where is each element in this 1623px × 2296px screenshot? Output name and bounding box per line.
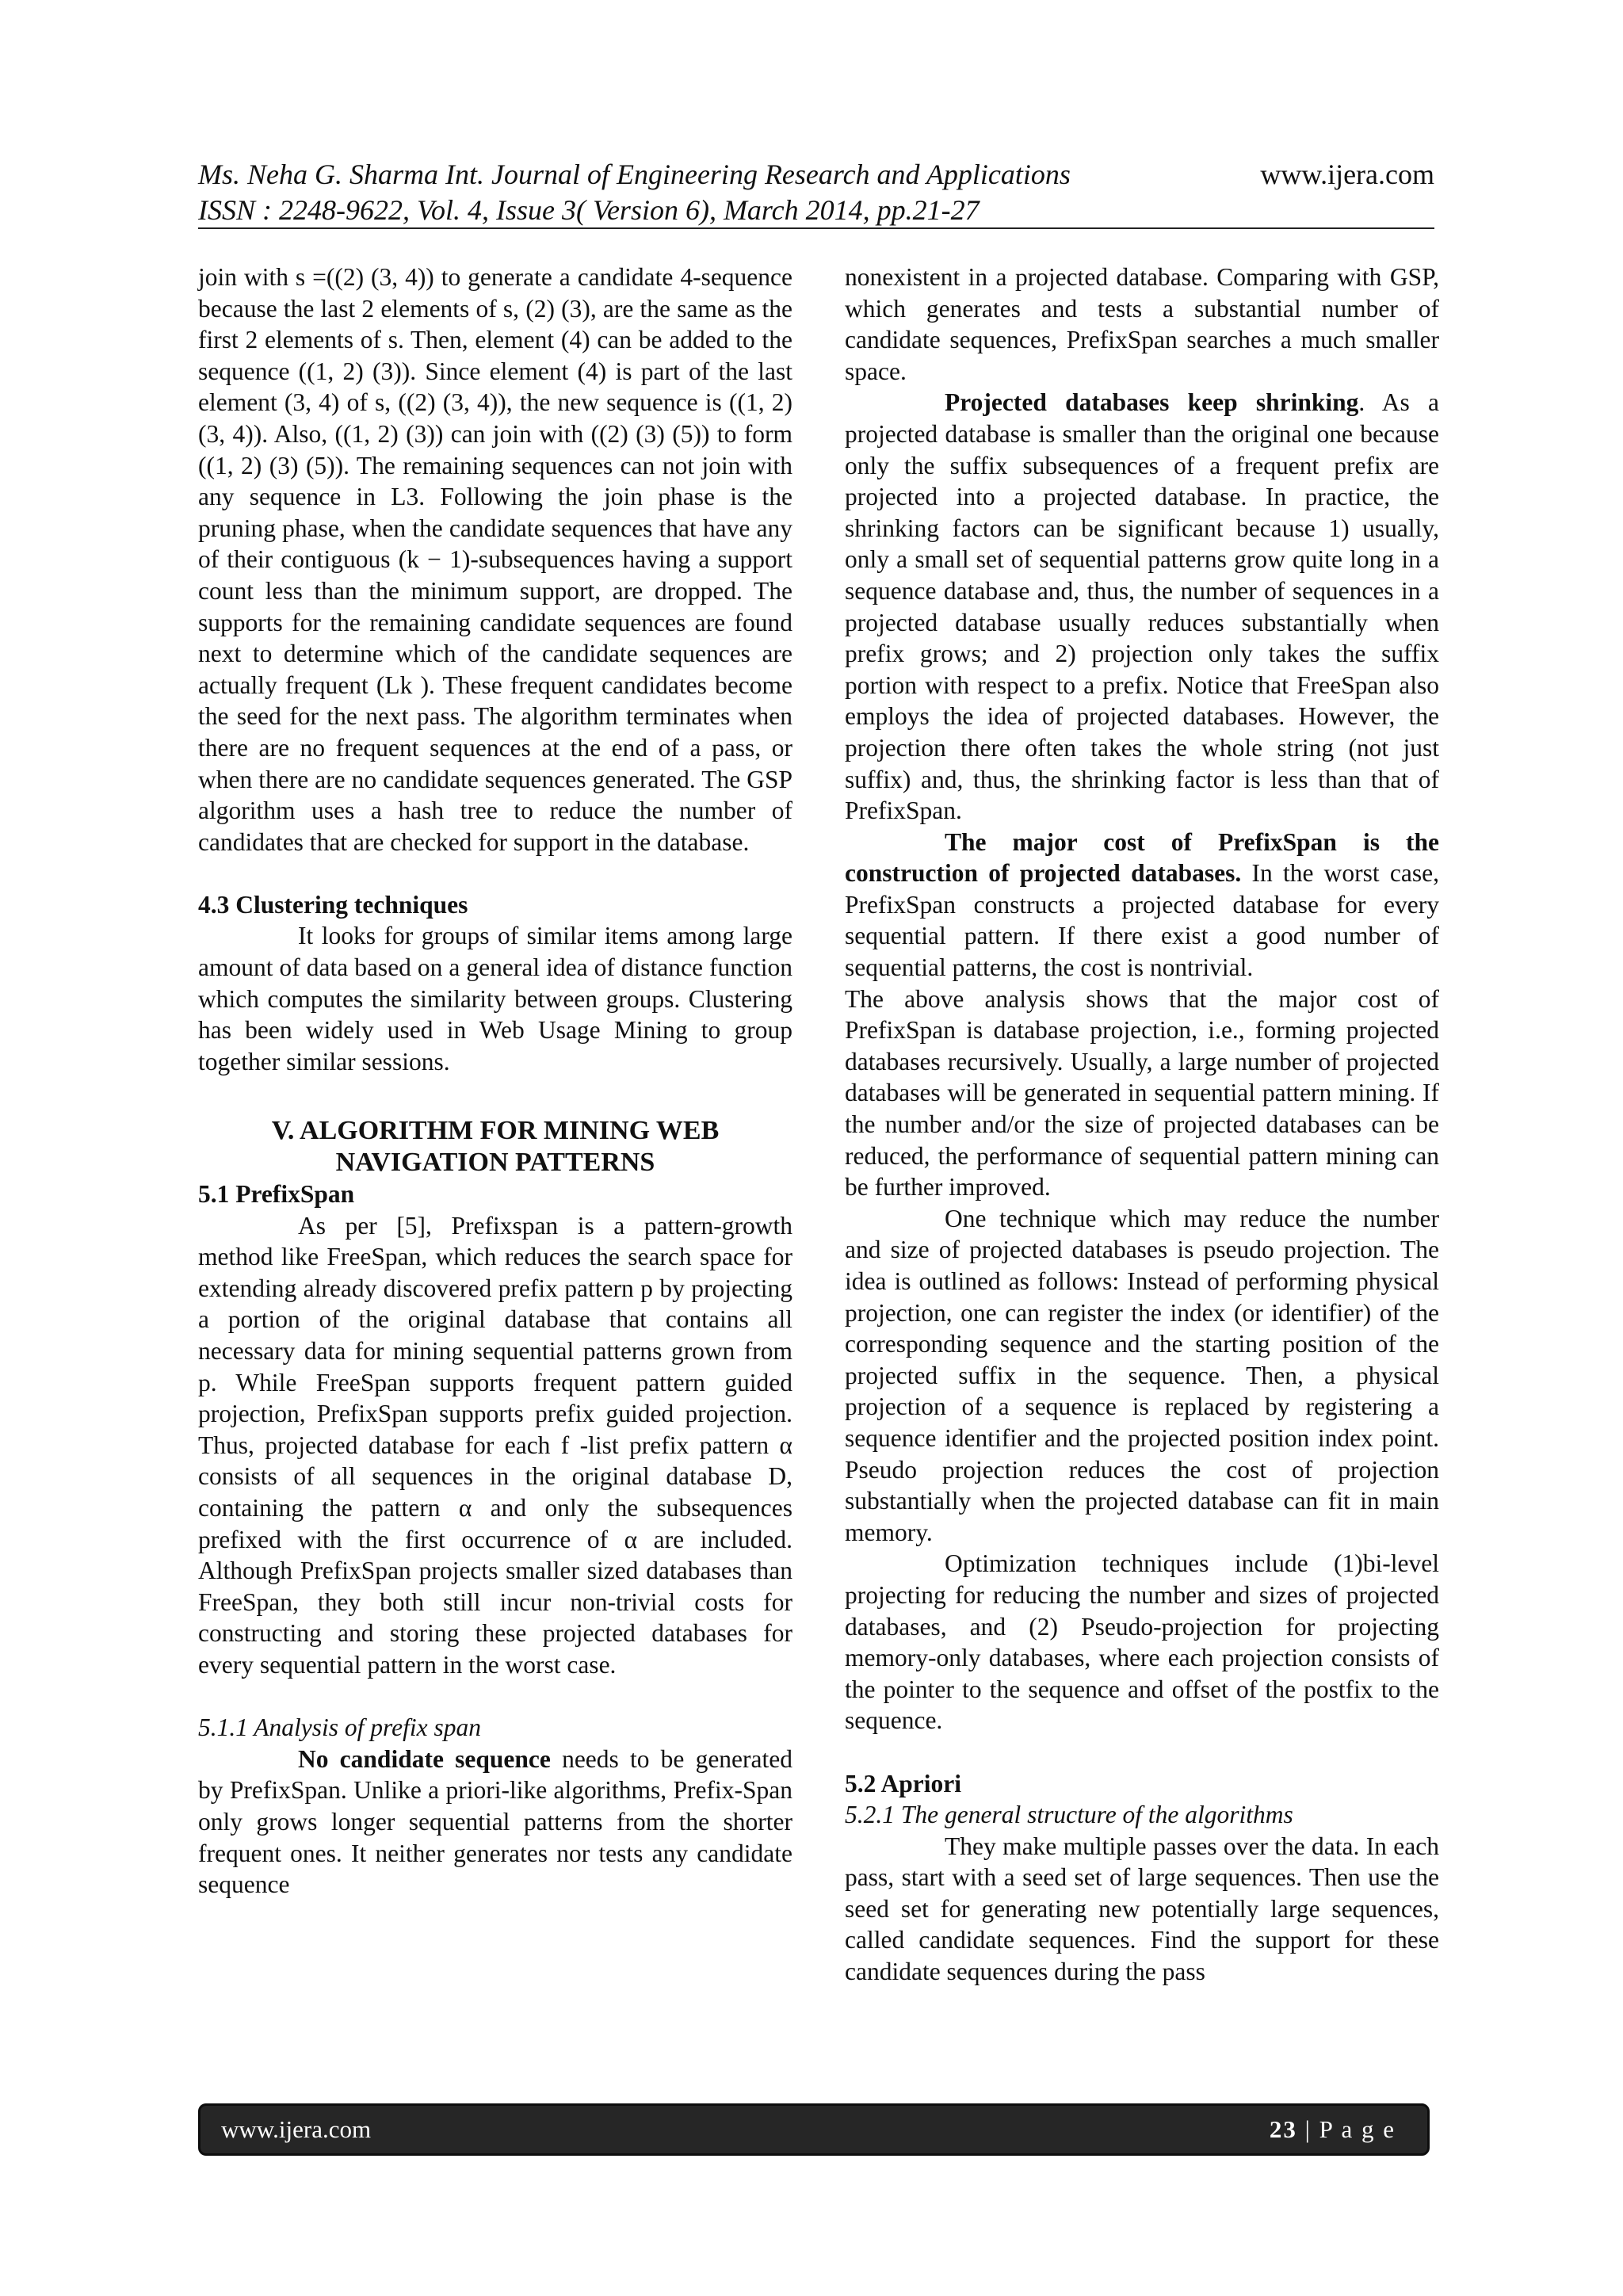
paragraph: join with s =((2) (3, 4)) to generate a candidate 4-sequence because the last 2 elements of s, (2) (3), are the same as the first 2 elements of s. Then, element (4) can be added to the sequence ((1, 2) (3)). Since element (4) is part of the last element (3, 4) of s, ((2) (3, 4)), the new sequence is ((1, 2) (3, 4)). Also, ((1, 2) (3)) can join with ((2) (3) (5)) to form ((1, 2) (3) (5)). The remaining sequences can not join with any sequence in L3. Following the join phase is the pruning phase, when the candidate sequences that have any of their contiguous (k − 1)-subsequences having a support count less than the minimum support, are dropped. The supports for the remaining candidate sequences are found next to determine which of the candidate sequences are actually frequent (Lk ). These frequent candidates become the seed for the next pass. The algorithm terminates when there are no frequent sequences at the end of a pass, or when there are no candidate sequences generated. The GSP algorithm uses a hash tree to reduce the number of candidates that are checked for support in the database. <box>198 263 792 856</box>
bold-phrase: The major cost of PrefixSpan is the construction of projected databases. <box>845 827 1439 888</box>
subsection-heading: 5.1.1 Analysis of prefix span <box>198 1713 481 1742</box>
paragraph: nonexistent in a projected database. Comparing with GSP, which generates and tests a substantial number of candidate sequences, PrefixSpan searches a much smaller space. <box>845 263 1439 385</box>
paragraph <box>845 827 1439 984</box>
spacer <box>198 858 792 889</box>
paragraph: It looks for groups of similar items among large amount of data based on a general idea of distance function which computes the similarity between groups. Clustering has been widely used in Web Usage Mining to group together similar sessions. <box>198 922 792 1075</box>
paragraph: The above analysis shows that the major cost of PrefixSpan is database projection, i.e., forming projected databases recursively. Usually, a large number of projected databases will be generated in sequential pattern mining. If the number and/or the size of projected databases can be reduced, the performance of sequential pattern mining can be further improved. <box>845 984 1439 1201</box>
paragraph: One technique which may reduce the number and size of projected databases is pseudo projection. The idea is outlined as follows: Instead of performing physical projection, one can register the index (or identifier) of the corresponding sequence and the starting position of the projected suffix in the sequence. Then, a physical projection of a sequence is replaced by registering a sequence identifier and the projected position index point. Pseudo projection reduces the cost of projection substantially when the projected database can fit in main memory. <box>845 1204 1439 1546</box>
header-site-link[interactable]: www.ijera.com <box>1260 159 1434 190</box>
paragraph-text: In the worst case, PrefixSpan constructs a projected database for every sequential pattern. If there exist a good number of sequential patterns, the cost is nontrivial. <box>845 859 1439 982</box>
section-heading: 5.2 Apriori <box>845 1769 961 1797</box>
paragraph-text: . As a projected database is smaller than the original one because only the suffix subsequences of a frequent prefix are projected into a projected database. In practice, the shrinking factors can be significant because 1) usually, only a small set of sequential patterns grow quite long in a sequence database and, thus, the number of sequences in a projected database usually reduces substantially when prefix grows; and 2) projection only takes the suffix portion with respect to a prefix. Notice that FreeSpan also employs the idea of projected databases. However, the projection there often takes the whole string (not just suffix) and, thus, the shrinking factor is less than that of PrefixSpan. <box>845 388 1439 825</box>
page-number: 23 <box>1269 2115 1297 2143</box>
chapter-heading <box>198 1115 792 1179</box>
subsection-heading: 5.2.1 The general structure of the algorithms <box>845 1801 1293 1829</box>
running-header <box>198 157 1189 228</box>
paragraph-text: needs to be generated by PrefixSpan. Unlike a priori-like algorithms, Prefix-Span only grows longer sequential patterns from the shorter frequent ones. It neither generates nor tests any candidate sequence <box>198 1744 792 1899</box>
right-column <box>845 262 1439 1988</box>
bold-phrase: No candidate sequence <box>298 1744 551 1773</box>
paragraph <box>845 387 1439 826</box>
spacer <box>198 1077 792 1109</box>
page-indicator <box>1270 2114 1396 2145</box>
header-divider <box>198 227 1434 229</box>
paragraph: As per [5], Prefixspan is a pattern-growth method like FreeSpan, which reduces the search space for extending already discovered prefix pattern p by projecting a portion of the original database that contains all necessary data for mining sequential patterns grown from p. While FreeSpan supports frequent pattern guided projection, PrefixSpan supports prefix guided projection. Thus, projected database for each f -list prefix pattern α consists of all sequences in the original database D, containing the pattern α and only the subsequences prefixed with the first occurrence of α are included. Although PrefixSpan projects smaller sized databases than FreeSpan, they both still incur non-trivial costs for constructing and storing these projected databases for every sequential pattern in the worst case. <box>198 1211 792 1679</box>
footer-site-link[interactable]: www.ijera.com <box>221 2115 372 2143</box>
bold-phrase: Projected databases keep shrinking <box>945 388 1359 417</box>
section-heading: 4.3 Clustering techniques <box>198 890 468 919</box>
page-label: | P a g e <box>1296 2115 1396 2143</box>
paragraph: Optimization techniques include (1)bi-level projecting for reducing the number and sizes of projected databases, and (2) Pseudo-projection for projecting memory-only databases, where each projection consists of the pointer to the sequence and offset of the postfix to the sequence. <box>845 1549 1439 1735</box>
spacer <box>198 1681 792 1713</box>
chapter-heading-line: NAVIGATION PATTERNS <box>335 1148 655 1178</box>
paragraph <box>198 1744 792 1901</box>
chapter-heading-line: V. ALGORITHM FOR MINING WEB <box>271 1116 720 1146</box>
spacer <box>845 1736 1439 1768</box>
journal-line: Ms. Neha G. Sharma Int. Journal of Engineering Research and Applications <box>198 159 1071 190</box>
footer-bar <box>198 2103 1430 2156</box>
paragraph: They make multiple passes over the data. In each pass, start with a seed set of large sequences. Then use the seed set for generating new potentially large sequences, called candidate sequences. Find the support for these candidate sequences during the pass <box>845 1832 1439 1986</box>
section-heading: 5.1 PrefixSpan <box>198 1180 355 1209</box>
left-column <box>198 262 792 1901</box>
issn-line: ISSN : 2248-9622, Vol. 4, Issue 3( Version 6), March 2014, pp.21-27 <box>198 194 980 226</box>
